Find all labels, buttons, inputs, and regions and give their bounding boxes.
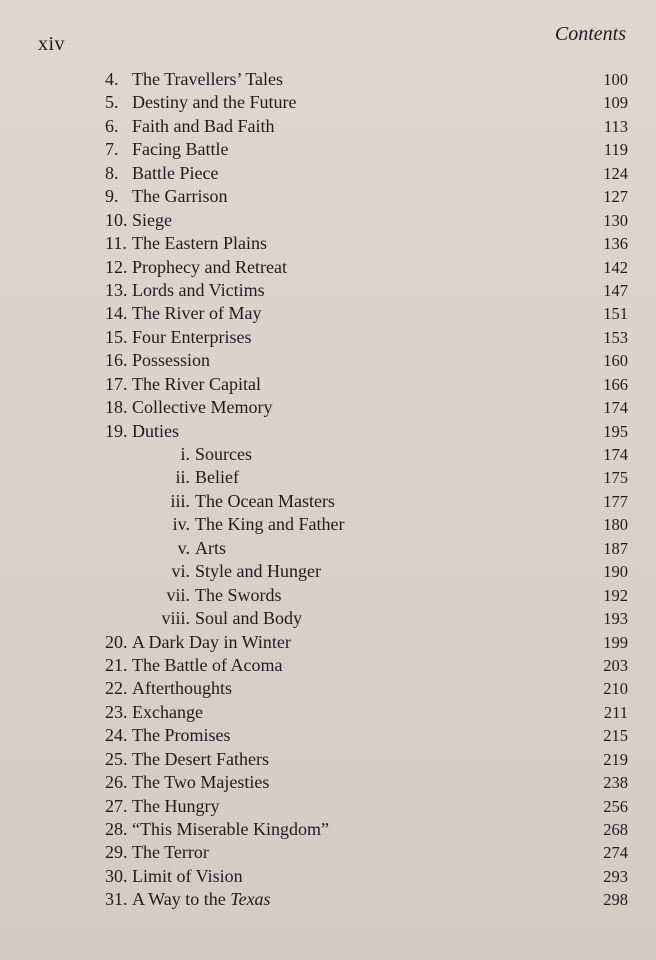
chapter-number: 25. bbox=[105, 748, 128, 769]
section-title: Arts bbox=[195, 537, 226, 558]
toc-entry bbox=[0, 209, 656, 232]
chapter-title bbox=[132, 888, 271, 911]
section-title: Style and Hunger bbox=[195, 561, 321, 582]
chapter-number: 9. bbox=[105, 186, 119, 207]
toc-subentry bbox=[0, 490, 656, 513]
chapter-title: Facing Battle bbox=[132, 139, 229, 160]
chapter-title: Four Enterprises bbox=[132, 326, 252, 347]
chapter-title: “This Miserable Kingdom” bbox=[132, 819, 329, 839]
page-ref: 293 bbox=[603, 866, 628, 886]
chapter-title: The Desert Fathers bbox=[132, 748, 269, 769]
page-ref: 193 bbox=[603, 609, 628, 629]
toc-entry bbox=[0, 279, 656, 302]
page-ref: 238 bbox=[603, 773, 628, 793]
chapter-title: The Terror bbox=[132, 842, 209, 863]
section-numeral: v. bbox=[177, 537, 190, 558]
page-ref: 174 bbox=[603, 398, 628, 418]
page-ref: 268 bbox=[603, 820, 628, 839]
toc-subentry bbox=[0, 607, 656, 630]
chapter-number: 13. bbox=[105, 279, 128, 300]
chapter-number: 29. bbox=[105, 842, 128, 863]
title-italic: Texas bbox=[230, 889, 271, 910]
page-ref: 180 bbox=[603, 515, 628, 535]
section-numeral: ii. bbox=[175, 467, 190, 488]
page-ref: 127 bbox=[603, 187, 628, 207]
chapter-number: 28. bbox=[105, 819, 128, 839]
page-ref: 177 bbox=[603, 491, 628, 511]
chapter-number: 20. bbox=[105, 631, 128, 652]
toc-entry bbox=[0, 232, 656, 255]
page-ref: 187 bbox=[603, 538, 628, 558]
section-numeral: viii. bbox=[161, 608, 190, 629]
page-ref: 199 bbox=[603, 632, 628, 652]
page-ref: 195 bbox=[603, 421, 628, 441]
chapter-title: Lords and Victims bbox=[132, 279, 265, 300]
toc-entry bbox=[0, 396, 656, 419]
section-title: Sources bbox=[195, 444, 252, 464]
chapter-title: The Garrison bbox=[132, 186, 228, 207]
chapter-number: 30. bbox=[105, 865, 128, 886]
chapter-number: 22. bbox=[105, 678, 128, 699]
toc-entry bbox=[0, 865, 656, 888]
page-ref: 151 bbox=[603, 304, 628, 324]
chapter-number: 26. bbox=[105, 772, 128, 793]
title-text: A Way to the bbox=[132, 889, 226, 910]
page-ref: 109 bbox=[603, 93, 628, 113]
toc-entry bbox=[0, 818, 656, 841]
chapter-number: 12. bbox=[105, 256, 128, 277]
chapter-title: Possession bbox=[132, 350, 211, 371]
chapter-number: 16. bbox=[105, 350, 128, 371]
page-ref: 113 bbox=[603, 116, 628, 136]
toc-entry bbox=[0, 701, 656, 724]
toc-entry bbox=[0, 841, 656, 864]
page-ref: 166 bbox=[603, 374, 628, 394]
page-ref: 147 bbox=[603, 280, 628, 300]
chapter-title: The Travellers’ Tales bbox=[132, 69, 284, 89]
section-numeral: iii. bbox=[170, 490, 190, 511]
toc-entry bbox=[0, 771, 656, 794]
page-ref: 274 bbox=[603, 843, 628, 863]
page-ref: 119 bbox=[603, 140, 628, 160]
toc-subentry bbox=[0, 466, 656, 489]
running-head: Contents bbox=[554, 23, 626, 45]
toc-subentry bbox=[0, 513, 656, 536]
chapter-number: 27. bbox=[105, 795, 128, 816]
table-of-contents bbox=[0, 68, 656, 912]
page-ref: 210 bbox=[603, 679, 628, 699]
chapter-title: Afterthoughts bbox=[132, 678, 232, 699]
toc-entry bbox=[0, 256, 656, 279]
chapter-title: Prophecy and Retreat bbox=[132, 256, 287, 277]
page-ref: 174 bbox=[603, 445, 628, 464]
chapter-title: The River of May bbox=[132, 303, 262, 324]
page-ref: 192 bbox=[603, 585, 628, 605]
toc-entry bbox=[0, 349, 656, 372]
page-ref: 100 bbox=[603, 70, 628, 89]
chapter-title: The Promises bbox=[132, 725, 231, 746]
chapter-number: 6. bbox=[105, 115, 119, 136]
chapter-title: Collective Memory bbox=[132, 397, 273, 418]
chapter-number: 5. bbox=[105, 92, 119, 113]
chapter-title: Siege bbox=[132, 209, 172, 230]
section-title: The King and Father bbox=[195, 514, 345, 535]
chapter-number: 14. bbox=[105, 303, 128, 324]
toc-entry bbox=[0, 888, 656, 911]
section-numeral: vii. bbox=[166, 584, 190, 605]
page-ref: 219 bbox=[603, 749, 628, 769]
toc-entry bbox=[0, 748, 656, 771]
chapter-title: Faith and Bad Faith bbox=[132, 115, 275, 136]
page-ref: 142 bbox=[603, 257, 628, 277]
chapter-title: The River Capital bbox=[132, 373, 261, 394]
toc-entry bbox=[0, 373, 656, 396]
section-title: The Ocean Masters bbox=[195, 490, 335, 511]
chapter-title: Duties bbox=[132, 420, 179, 441]
toc-subentry bbox=[0, 537, 656, 560]
chapter-number: 24. bbox=[105, 725, 128, 746]
page-ref: 160 bbox=[603, 351, 628, 371]
section-numeral: i. bbox=[180, 444, 190, 464]
chapter-title: The Battle of Acoma bbox=[132, 654, 283, 675]
page-number-roman: xiv bbox=[38, 33, 66, 55]
chapter-number: 11. bbox=[105, 233, 127, 254]
page-ref: 298 bbox=[603, 890, 628, 910]
chapter-number: 23. bbox=[105, 701, 128, 722]
chapter-title: The Two Majesties bbox=[132, 772, 270, 793]
toc-entry bbox=[0, 654, 656, 677]
page-ref: 211 bbox=[603, 702, 628, 722]
toc-entry bbox=[0, 420, 656, 443]
toc-entry bbox=[0, 162, 656, 185]
toc-entry bbox=[0, 68, 656, 91]
page-ref: 256 bbox=[603, 796, 628, 816]
toc-subentry bbox=[0, 560, 656, 583]
toc-entry bbox=[0, 185, 656, 208]
chapter-number: 4. bbox=[105, 69, 119, 89]
chapter-number: 10. bbox=[105, 209, 128, 230]
toc-entry bbox=[0, 115, 656, 138]
chapter-number: 17. bbox=[105, 373, 128, 394]
page-ref: 215 bbox=[603, 726, 628, 746]
page-ref: 153 bbox=[603, 327, 628, 347]
page-ref: 175 bbox=[603, 468, 628, 488]
toc-entry bbox=[0, 724, 656, 747]
page-ref: 203 bbox=[603, 655, 628, 675]
toc-entry bbox=[0, 677, 656, 700]
chapter-number: 8. bbox=[105, 162, 119, 183]
page-ref: 136 bbox=[603, 234, 628, 254]
chapter-title: Destiny and the Future bbox=[132, 92, 297, 113]
chapter-number: 19. bbox=[105, 420, 128, 441]
chapter-number: 15. bbox=[105, 326, 128, 347]
section-title: The Swords bbox=[195, 584, 282, 605]
chapter-title: Exchange bbox=[132, 701, 203, 722]
section-numeral: vi. bbox=[171, 561, 190, 582]
toc-entry bbox=[0, 138, 656, 161]
section-title: Soul and Body bbox=[195, 608, 303, 629]
toc-entry bbox=[0, 795, 656, 818]
toc-subentry bbox=[0, 584, 656, 607]
chapter-title: Limit of Vision bbox=[132, 865, 243, 886]
section-title: Belief bbox=[195, 467, 239, 488]
page-ref: 190 bbox=[603, 562, 628, 582]
chapter-title: A Dark Day in Winter bbox=[132, 631, 291, 652]
toc-entry bbox=[0, 326, 656, 349]
toc-subentry bbox=[0, 443, 656, 466]
toc-entry bbox=[0, 302, 656, 325]
chapter-title: The Eastern Plains bbox=[132, 233, 267, 254]
toc-entry bbox=[0, 631, 656, 654]
page-ref: 130 bbox=[603, 210, 628, 230]
toc-entry bbox=[0, 91, 656, 114]
chapter-title: The Hungry bbox=[132, 795, 220, 816]
chapter-number: 21. bbox=[105, 654, 128, 675]
chapter-number: 7. bbox=[105, 139, 119, 160]
page-ref: 124 bbox=[603, 163, 628, 183]
chapter-number: 18. bbox=[105, 397, 128, 418]
chapter-title: Battle Piece bbox=[132, 162, 219, 183]
section-numeral: iv. bbox=[172, 514, 190, 535]
chapter-number: 31. bbox=[105, 889, 128, 910]
